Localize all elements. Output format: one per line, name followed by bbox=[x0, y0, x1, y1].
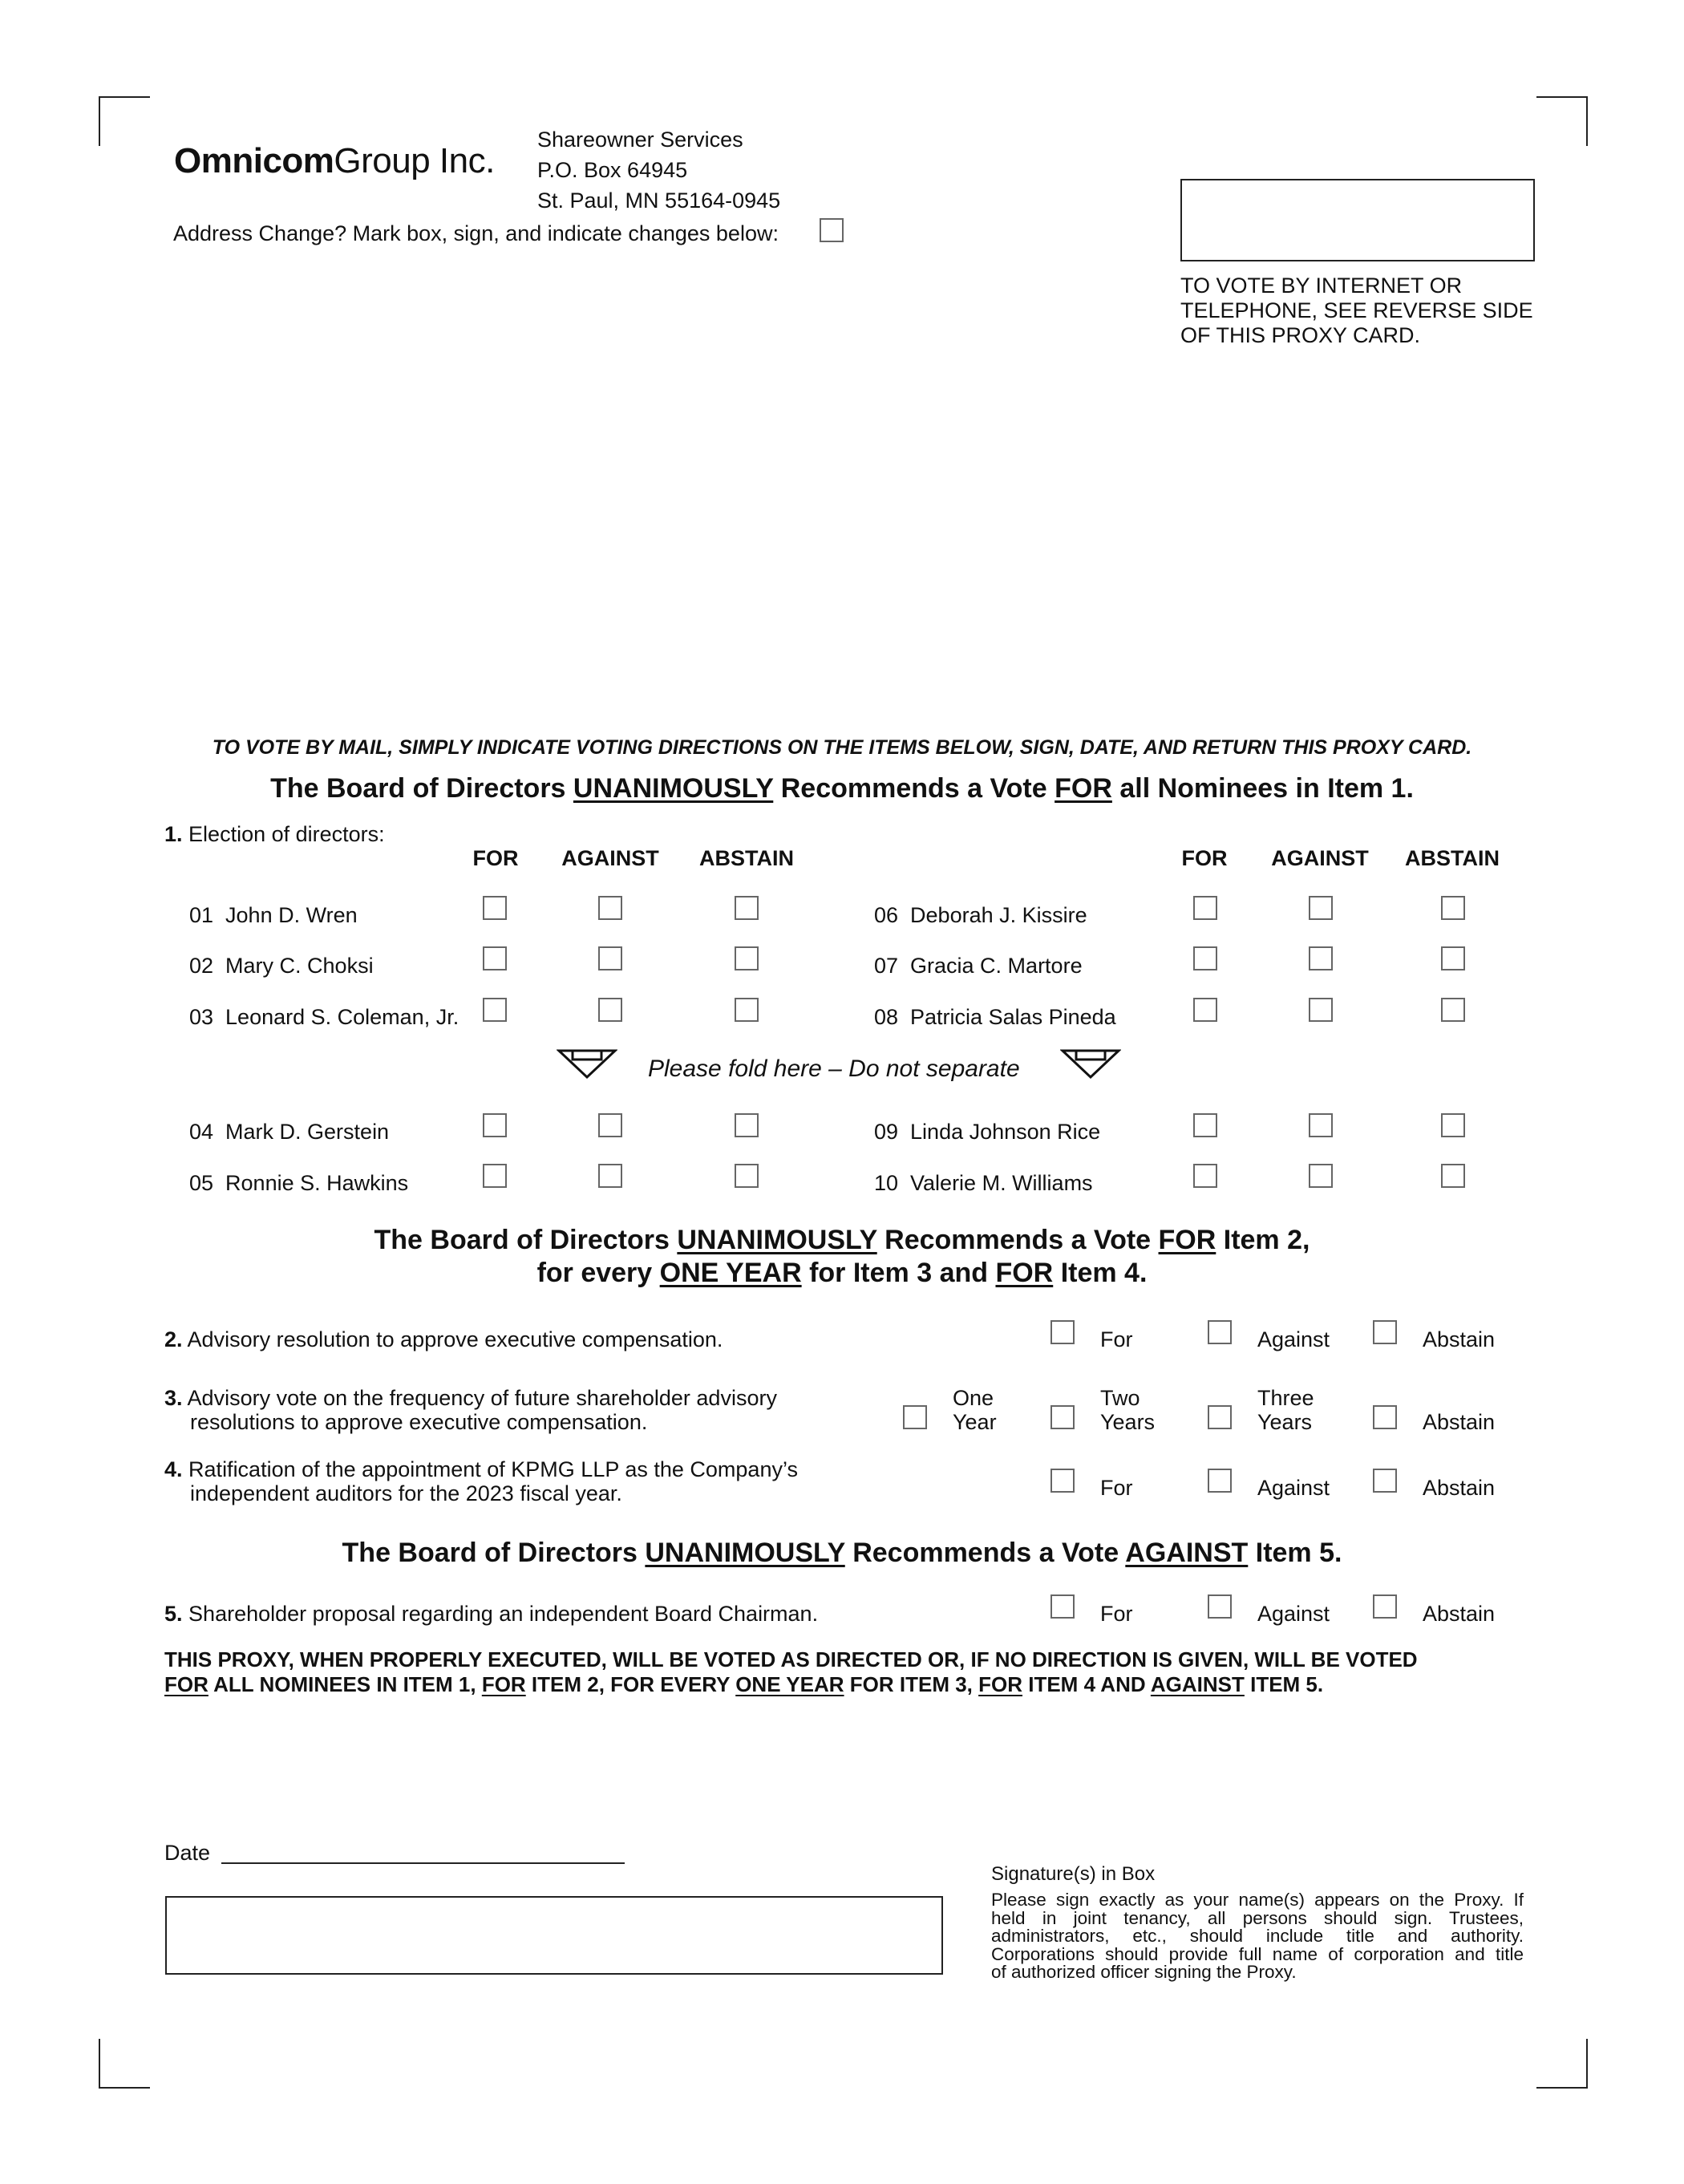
col-header-abstain-left: ABSTAIN bbox=[699, 846, 794, 870]
nominee-07-for-checkbox[interactable] bbox=[1193, 946, 1217, 970]
item-2-abstain-checkbox[interactable] bbox=[1373, 1320, 1397, 1344]
nominee-01: 01 John D. Wren bbox=[189, 903, 358, 927]
nominee-09-abstain-checkbox[interactable] bbox=[1441, 1113, 1465, 1137]
item-4-against-checkbox[interactable] bbox=[1208, 1469, 1232, 1493]
crop-mark-bottom-right bbox=[1536, 2039, 1588, 2089]
item-2-for-label: For bbox=[1100, 1327, 1133, 1351]
nominee-04: 04 Mark D. Gerstein bbox=[189, 1120, 390, 1144]
crop-mark-top-right bbox=[1536, 96, 1588, 146]
nominee-08-against-checkbox[interactable] bbox=[1309, 998, 1333, 1022]
crop-mark-top-left bbox=[99, 96, 150, 146]
nominee-04-for-checkbox[interactable] bbox=[483, 1113, 507, 1137]
item-3-three-years-checkbox[interactable] bbox=[1208, 1405, 1232, 1429]
control-number-box bbox=[1180, 179, 1535, 261]
item-5-for-label: For bbox=[1100, 1602, 1133, 1626]
nominee-06-against-checkbox[interactable] bbox=[1309, 896, 1333, 920]
col-header-for-right: FOR bbox=[1181, 846, 1228, 870]
address-change-checkbox[interactable] bbox=[820, 218, 844, 242]
item-3-two-years-checkbox[interactable] bbox=[1050, 1405, 1075, 1429]
nominee-05-against-checkbox[interactable] bbox=[598, 1164, 622, 1188]
nominee-03-against-checkbox[interactable] bbox=[598, 998, 622, 1022]
nominee-06-abstain-checkbox[interactable] bbox=[1441, 896, 1465, 920]
nominee-01-for-checkbox[interactable] bbox=[483, 896, 507, 920]
recommendation-items-2-4-line-2: for every ONE YEAR for Item 3 and FOR Item 4. bbox=[536, 1258, 1148, 1288]
address-line-1: Shareowner Services bbox=[537, 128, 743, 152]
nominee-10-for-checkbox[interactable] bbox=[1193, 1164, 1217, 1188]
signature-box[interactable] bbox=[165, 1896, 943, 1975]
nominee-08-abstain-checkbox[interactable] bbox=[1441, 998, 1465, 1022]
item-4-abstain-label: Abstain bbox=[1423, 1476, 1496, 1500]
recommendation-item-1: The Board of Directors UNANIMOUSLY Recommends a Vote FOR all Nominees in Item 1. bbox=[270, 773, 1414, 804]
item-5-abstain-checkbox[interactable] bbox=[1373, 1594, 1397, 1619]
nominee-04-against-checkbox[interactable] bbox=[598, 1113, 622, 1137]
item-2-against-label: Against bbox=[1257, 1327, 1330, 1351]
signature-instructions: Please sign exactly as your name(s) appears on the Proxy. If held in joint tenancy, all persons should sign. Trustees, administrators, etc., should include title and authority. Corporations should provide full name of corporation and title of authorized officer signing the Proxy. bbox=[991, 1890, 1524, 1982]
item-4-text: 4. Ratification of the appointment of KPMG LLP as the Company’s independent auditors for the 2023 fiscal year. bbox=[164, 1457, 798, 1505]
nominee-01-against-checkbox[interactable] bbox=[598, 896, 622, 920]
recommendation-item-5: The Board of Directors UNANIMOUSLY Recommends a Vote AGAINST Item 5. bbox=[342, 1538, 1342, 1568]
col-header-against-left: AGAINST bbox=[561, 846, 659, 870]
fold-arrow-right-icon bbox=[1060, 1048, 1121, 1080]
address-line-2: P.O. Box 64945 bbox=[537, 158, 688, 182]
nominee-09: 09 Linda Johnson Rice bbox=[874, 1120, 1101, 1144]
item-4-for-label: For bbox=[1100, 1476, 1133, 1500]
item-3-one-year-checkbox[interactable] bbox=[903, 1405, 927, 1429]
item-3-two-years-label: Two Years bbox=[1100, 1386, 1156, 1434]
crop-mark-bottom-left bbox=[99, 2039, 150, 2089]
nominee-02-for-checkbox[interactable] bbox=[483, 946, 507, 970]
nominee-04-abstain-checkbox[interactable] bbox=[735, 1113, 759, 1137]
fold-arrow-left-icon bbox=[557, 1048, 617, 1080]
item-2-for-checkbox[interactable] bbox=[1050, 1320, 1075, 1344]
fold-instruction: Please fold here – Do not separate bbox=[648, 1056, 1020, 1082]
item-3-abstain-checkbox[interactable] bbox=[1373, 1405, 1397, 1429]
nominee-02: 02 Mary C. Choksi bbox=[189, 954, 374, 978]
nominee-05-for-checkbox[interactable] bbox=[483, 1164, 507, 1188]
nominee-05-abstain-checkbox[interactable] bbox=[735, 1164, 759, 1188]
mail-instruction: TO VOTE BY MAIL, SIMPLY INDICATE VOTING DIRECTIONS ON THE ITEMS BELOW, SIGN, DATE, AND RETURN THIS PROXY CARD. bbox=[212, 736, 1472, 759]
nominee-10: 10 Valerie M. Williams bbox=[874, 1171, 1093, 1195]
nominee-05: 05 Ronnie S. Hawkins bbox=[189, 1171, 409, 1195]
nominee-02-abstain-checkbox[interactable] bbox=[735, 946, 759, 970]
logo-light: Group Inc. bbox=[334, 141, 495, 180]
proxy-default-statement: THIS PROXY, WHEN PROPERLY EXECUTED, WILL BE VOTED AS DIRECTED OR, IF NO DIRECTION IS GIVEN, WILL BE VOTED FOR ALL NOMINEES IN ITEM 1, FOR ITEM 2, FOR EVERY ONE YEAR FOR ITEM 3, FOR ITEM 4 AND AGAINST ITEM 5. bbox=[164, 1647, 1418, 1696]
address-block bbox=[537, 124, 780, 216]
company-logo bbox=[174, 141, 495, 181]
nominee-06-for-checkbox[interactable] bbox=[1193, 896, 1217, 920]
item-2-abstain-label: Abstain bbox=[1423, 1327, 1496, 1351]
item-5-text: 5. Shareholder proposal regarding an independent Board Chairman. bbox=[164, 1602, 819, 1626]
col-header-abstain-right: ABSTAIN bbox=[1405, 846, 1500, 870]
item-3-text: 3. Advisory vote on the frequency of future shareholder advisory resolutions to approve executive compensation. bbox=[164, 1386, 777, 1434]
nominee-07-abstain-checkbox[interactable] bbox=[1441, 946, 1465, 970]
date-label: Date bbox=[164, 1841, 211, 1865]
nominee-03: 03 Leonard S. Coleman, Jr. bbox=[189, 1005, 459, 1029]
item-3-abstain-label: Abstain bbox=[1423, 1410, 1496, 1434]
nominee-03-abstain-checkbox[interactable] bbox=[735, 998, 759, 1022]
recommendation-items-2-4-line-1: The Board of Directors UNANIMOUSLY Recommends a Vote FOR Item 2, bbox=[374, 1225, 1310, 1255]
item-4-against-label: Against bbox=[1257, 1476, 1330, 1500]
logo-bold: Omnicom bbox=[174, 141, 334, 180]
nominee-07: 07 Gracia C. Martore bbox=[874, 954, 1083, 978]
internet-vote-note: TO VOTE BY INTERNET OR TELEPHONE, SEE REVERSE SIDE OF THIS PROXY CARD. bbox=[1180, 274, 1533, 347]
col-header-for-left: FOR bbox=[472, 846, 519, 870]
nominee-10-against-checkbox[interactable] bbox=[1309, 1164, 1333, 1188]
nominee-08: 08 Patricia Salas Pineda bbox=[874, 1005, 1116, 1029]
item-5-for-checkbox[interactable] bbox=[1050, 1594, 1075, 1619]
nominee-08-for-checkbox[interactable] bbox=[1193, 998, 1217, 1022]
item-5-against-label: Against bbox=[1257, 1602, 1330, 1626]
date-line[interactable] bbox=[221, 1862, 625, 1864]
item-3-three-years-label: Three Years bbox=[1257, 1386, 1314, 1434]
nominee-01-abstain-checkbox[interactable] bbox=[735, 896, 759, 920]
item-5-against-checkbox[interactable] bbox=[1208, 1594, 1232, 1619]
nominee-09-against-checkbox[interactable] bbox=[1309, 1113, 1333, 1137]
nominee-02-against-checkbox[interactable] bbox=[598, 946, 622, 970]
item-4-abstain-checkbox[interactable] bbox=[1373, 1469, 1397, 1493]
nominee-03-for-checkbox[interactable] bbox=[483, 998, 507, 1022]
nominee-07-against-checkbox[interactable] bbox=[1309, 946, 1333, 970]
nominee-06: 06 Deborah J. Kissire bbox=[874, 903, 1087, 927]
item-1-label: 1. Election of directors: bbox=[164, 822, 385, 846]
item-4-for-checkbox[interactable] bbox=[1050, 1469, 1075, 1493]
address-line-3: St. Paul, MN 55164-0945 bbox=[537, 188, 781, 213]
item-2-against-checkbox[interactable] bbox=[1208, 1320, 1232, 1344]
item-5-abstain-label: Abstain bbox=[1423, 1602, 1496, 1626]
item-2-text: 2. Advisory resolution to approve executive compensation. bbox=[164, 1327, 723, 1351]
col-header-against-right: AGAINST bbox=[1271, 846, 1369, 870]
item-3-one-year-label: One Year bbox=[953, 1386, 997, 1434]
signature-title: Signature(s) in Box bbox=[991, 1863, 1156, 1885]
nominee-09-for-checkbox[interactable] bbox=[1193, 1113, 1217, 1137]
nominee-10-abstain-checkbox[interactable] bbox=[1441, 1164, 1465, 1188]
address-change-label: Address Change? Mark box, sign, and indicate changes below: bbox=[173, 221, 779, 245]
